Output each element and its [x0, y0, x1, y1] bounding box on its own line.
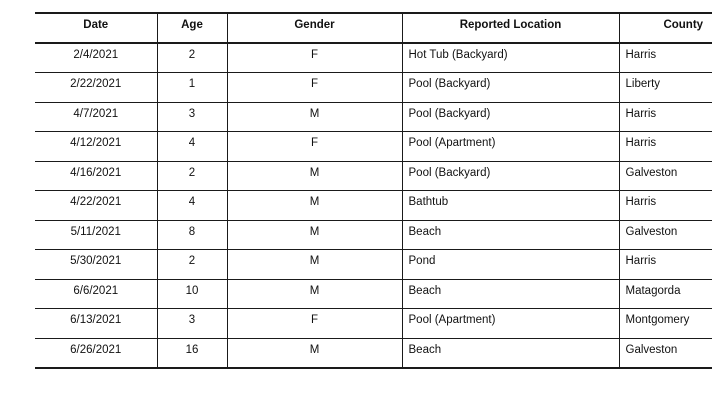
cell-county: Harris [619, 250, 712, 280]
column-header-county: County [619, 13, 712, 43]
cell-date: 5/30/2021 [35, 250, 157, 280]
cell-date: 4/22/2021 [35, 191, 157, 221]
cell-gender: M [227, 220, 402, 250]
cell-location: Beach [402, 220, 619, 250]
cell-location: Pool (Backyard) [402, 161, 619, 191]
cell-location: Bathtub [402, 191, 619, 221]
cell-gender: M [227, 250, 402, 280]
cell-county: Montgomery [619, 309, 712, 339]
cell-gender: M [227, 191, 402, 221]
records-table [35, 12, 712, 369]
cell-county: Galveston [619, 338, 712, 368]
cell-age: 8 [157, 220, 227, 250]
cell-date: 6/26/2021 [35, 338, 157, 368]
table-row [35, 161, 712, 191]
cell-gender: M [227, 102, 402, 132]
cell-age: 3 [157, 309, 227, 339]
cell-gender: F [227, 43, 402, 73]
header-row [35, 13, 712, 43]
cell-gender: F [227, 309, 402, 339]
cell-gender: F [227, 73, 402, 103]
table-row [35, 309, 712, 339]
cell-location: Pool (Backyard) [402, 73, 619, 103]
cell-age: 4 [157, 132, 227, 162]
cell-location: Pool (Backyard) [402, 102, 619, 132]
table-header [35, 13, 712, 43]
cell-date: 4/7/2021 [35, 102, 157, 132]
cell-age: 3 [157, 102, 227, 132]
cell-location: Pool (Apartment) [402, 309, 619, 339]
table-row [35, 102, 712, 132]
cell-date: 6/13/2021 [35, 309, 157, 339]
cell-county: Liberty [619, 73, 712, 103]
cell-location: Hot Tub (Backyard) [402, 43, 619, 73]
cell-location: Pond [402, 250, 619, 280]
column-header-location: Reported Location [402, 13, 619, 43]
table-row [35, 73, 712, 103]
table-row [35, 250, 712, 280]
cell-age: 16 [157, 338, 227, 368]
cell-county: Harris [619, 191, 712, 221]
cell-gender: M [227, 279, 402, 309]
cell-age: 2 [157, 161, 227, 191]
cell-date: 2/22/2021 [35, 73, 157, 103]
cell-age: 1 [157, 73, 227, 103]
cell-county: Galveston [619, 220, 712, 250]
table-body [35, 43, 712, 368]
cell-county: Harris [619, 132, 712, 162]
cell-location: Beach [402, 338, 619, 368]
cell-county: Harris [619, 102, 712, 132]
cell-county: Matagorda [619, 279, 712, 309]
table-row [35, 132, 712, 162]
cell-county: Harris [619, 43, 712, 73]
column-header-age: Age [157, 13, 227, 43]
cell-gender: M [227, 161, 402, 191]
table-row [35, 220, 712, 250]
cell-location: Pool (Apartment) [402, 132, 619, 162]
cell-gender: F [227, 132, 402, 162]
cell-date: 2/4/2021 [35, 43, 157, 73]
column-header-gender: Gender [227, 13, 402, 43]
cell-gender: M [227, 338, 402, 368]
cell-age: 2 [157, 250, 227, 280]
cell-age: 10 [157, 279, 227, 309]
cell-date: 4/16/2021 [35, 161, 157, 191]
table-row [35, 279, 712, 309]
table-row [35, 191, 712, 221]
cell-date: 4/12/2021 [35, 132, 157, 162]
cell-age: 4 [157, 191, 227, 221]
table-row [35, 338, 712, 368]
cell-location: Beach [402, 279, 619, 309]
cell-date: 5/11/2021 [35, 220, 157, 250]
cell-county: Galveston [619, 161, 712, 191]
table-row [35, 43, 712, 73]
cell-age: 2 [157, 43, 227, 73]
column-header-date: Date [35, 13, 157, 43]
cell-date: 6/6/2021 [35, 279, 157, 309]
